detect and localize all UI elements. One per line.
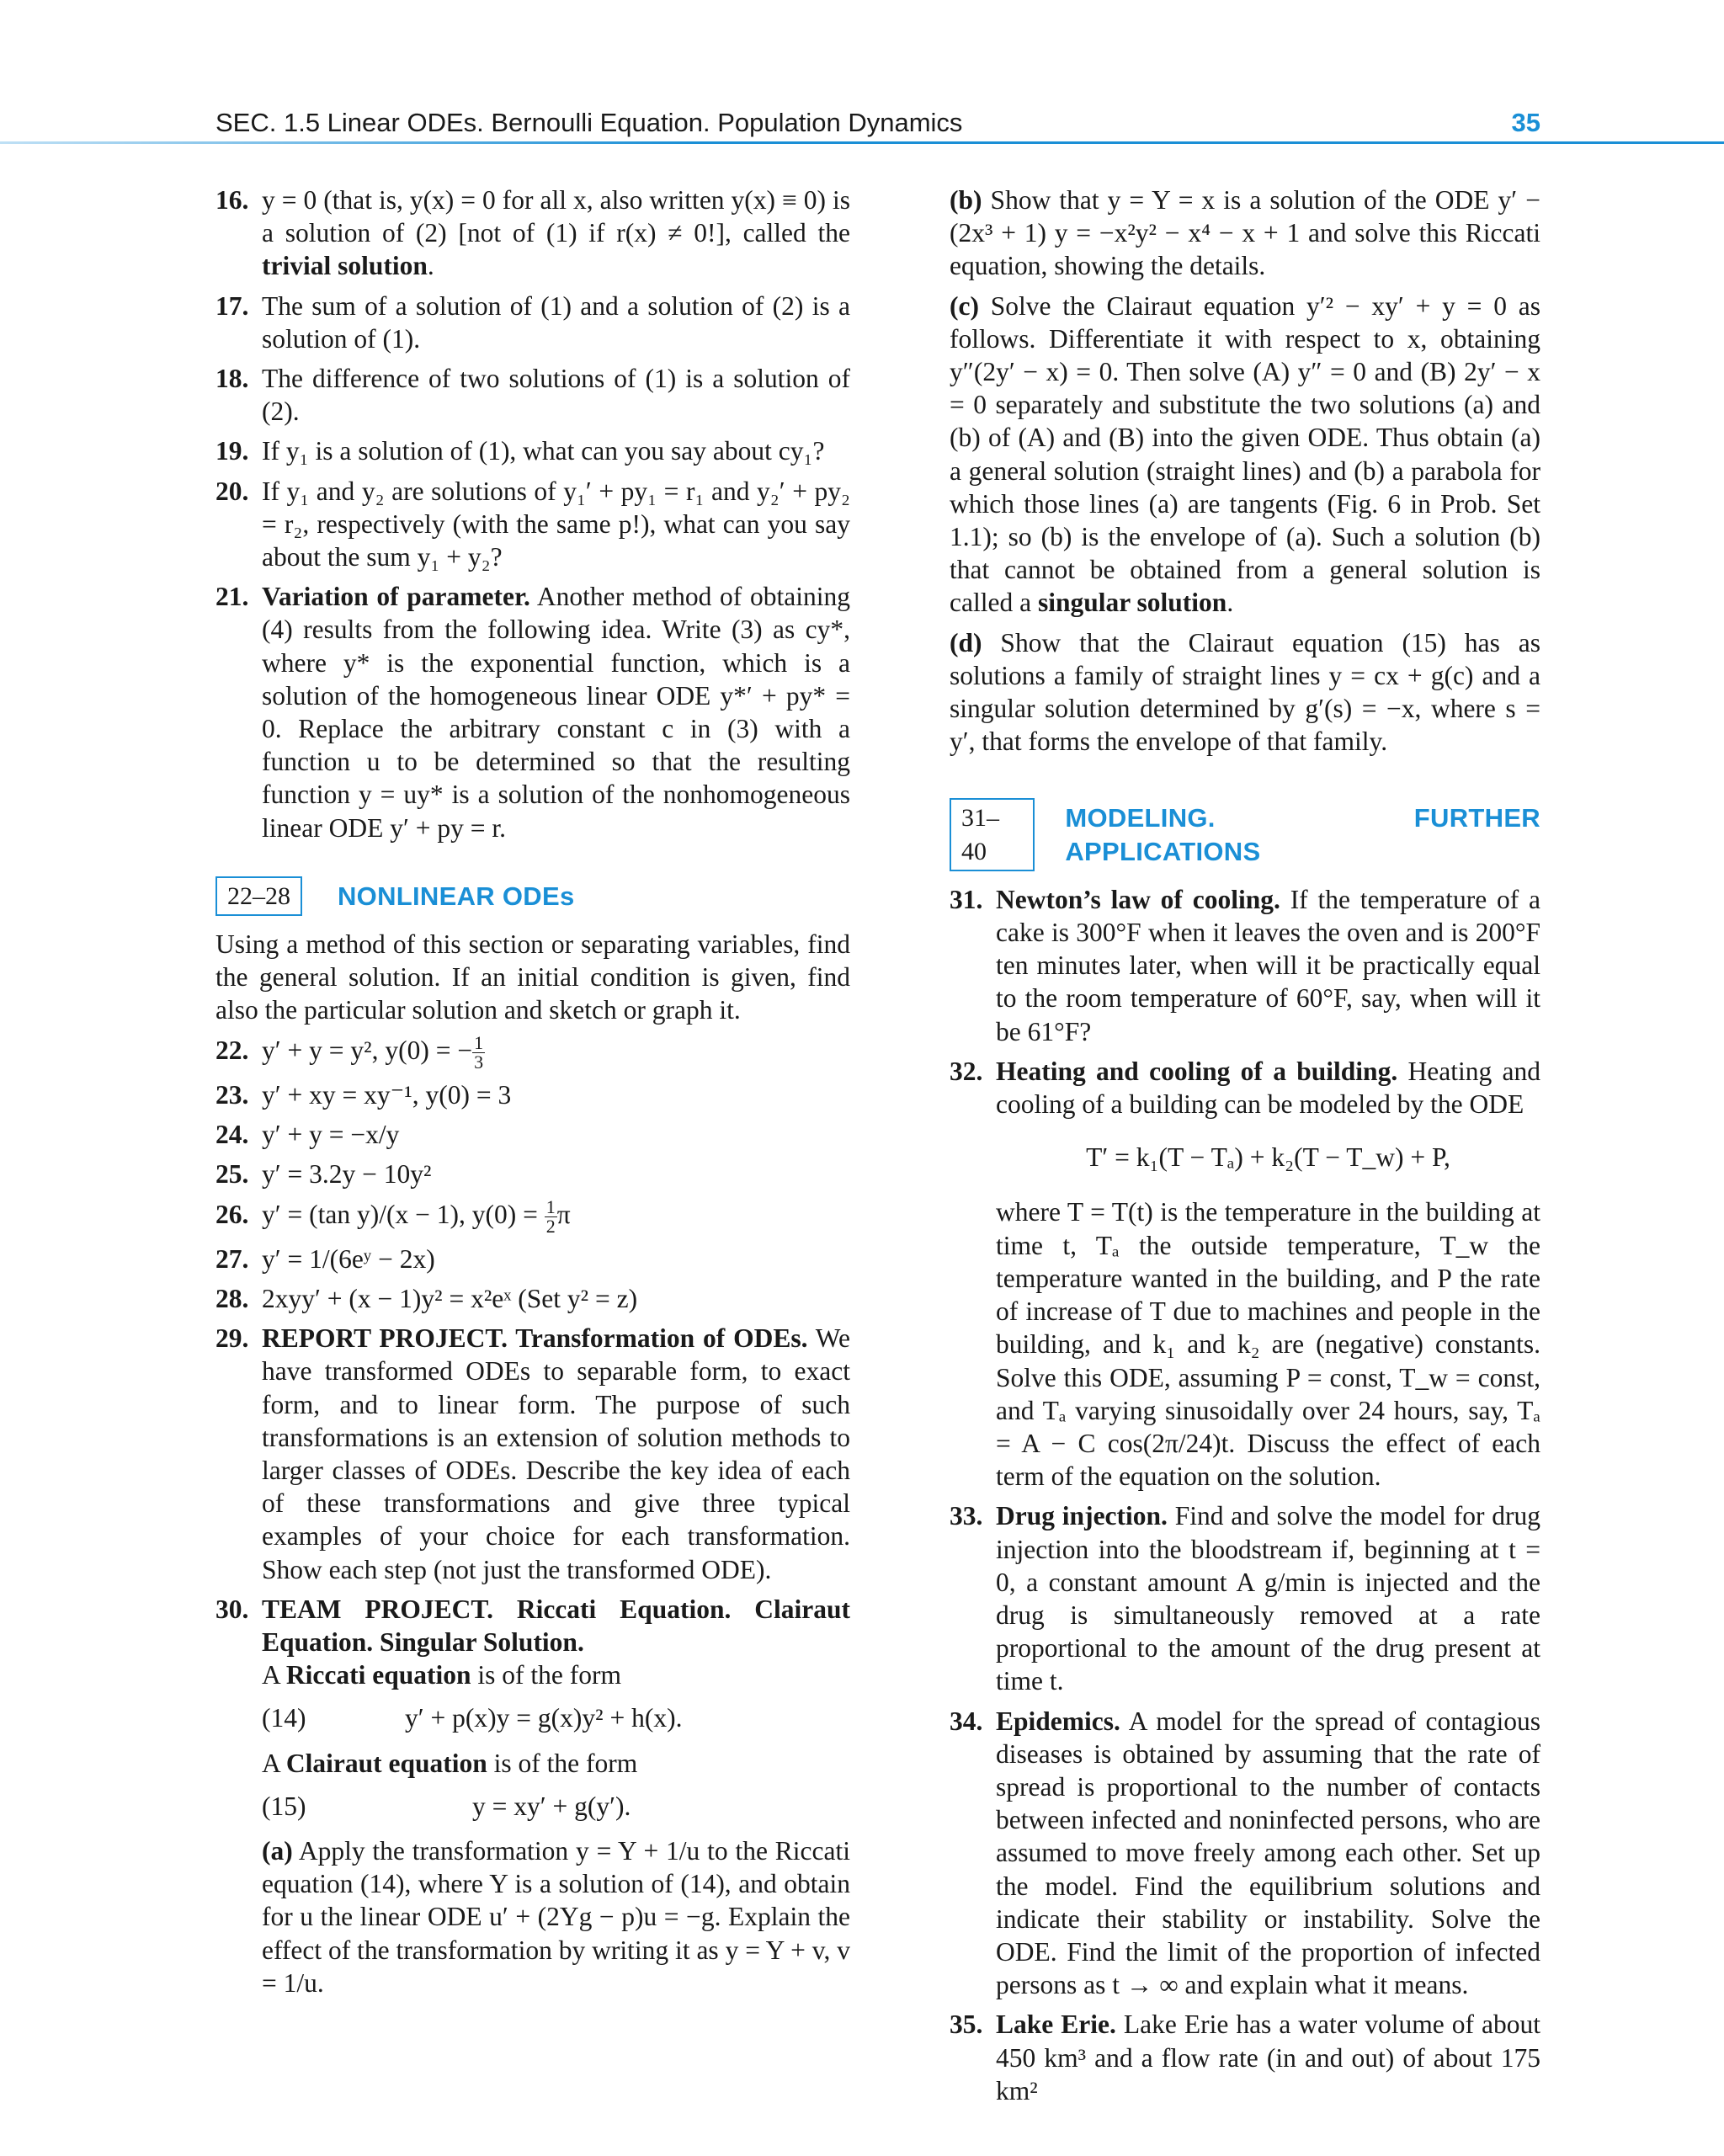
section-range: 22–28 xyxy=(216,876,302,916)
problem-34: 34. Epidemics. A model for the spread of contagious diseases is obtained by assuming that the rate of spread is proportional to the number of contacts between infected and noninfected persons, who are assumed to move freely among each other. Set up the model. Find the equilibrium solutions and indicate their stability or instability. Solve the ODE. Find the limit of the proportion of infected persons as t → ∞ and explain what it means. xyxy=(950,1706,1540,2000)
problem-18: 18. The difference of two solutions of (1) is a solution of (2). xyxy=(216,364,850,427)
equation-15: (15) y = xy′ + g(y′). xyxy=(262,1791,631,1821)
fraction: $\frac{1}{2}$ xyxy=(545,1195,556,1237)
problem-22: 22. y′ + y = y², y(0) = − $\frac{1}{3}$ xyxy=(216,1031,484,1073)
problem-35: 35. Lake Erie. Lake Erie has a water volume of about 450 km³ and a flow rate (in and out) of about 175 km² xyxy=(950,2010,1540,2105)
fraction: $\frac{1}{3}$ xyxy=(474,1031,484,1073)
part-c: (c) Solve the Clairaut equation y′² − xy′ + y = 0 as follows. Differentiate it with respect to x, obtaining y″(2y′ − x) = 0. Then solve (A) y″ = 0 and (B) 2y′ − x = 0 separately and substitute the two solutions (a) and (b) of (A) and (B) into the given ODE. Thus obtain (a) a general solution (straight lines) and (b) a parabola for which those lines (a) are tangents (Fig. 6 in Prob. Set 1.1); so (b) is the envelope of (a). Such a solution (b) that cannot be obtained from a general solution is called a singular solution. xyxy=(950,290,1540,618)
section-range: 31–40 xyxy=(950,798,1035,870)
problem-16: 16. y = 0 (that is, y(x) = 0 for all x, also written y(x) ≡ 0) is a solution of (2) [not of (1) if r(x) ≠ 0!], called the trivial solution. xyxy=(216,185,850,281)
page-header xyxy=(216,104,1540,143)
section-heading-modeling xyxy=(950,798,1540,870)
problem-20: 20. If y₁ and y₂ are solutions of y₁′ + py₁ = r₁ and y₂′ + py₂ = r₂, respectively (with the same p!), what can you say about the sum y₁ + y₂? xyxy=(216,476,850,572)
problem-33: 33. Drug injection. Find and solve the model for drug injection into the bloodstream if, beginning at t = 0, a constant amount A g/min is injected and the drug is simultaneously removed at a rate proportional to the amount of the drug present at time t. xyxy=(950,1501,1541,1696)
problem-25: 25. y′ = 3.2y − 10y² xyxy=(216,1159,432,1190)
building-ode: T′ = k₁(T − Tₐ) + k₂(T − T_w) + P, xyxy=(1086,1142,1450,1173)
part-b: (b) Show that y = Y = x is a solution of the ODE y′ − (2x³ + 1) y = −x²y² − x⁴ − x + 1 and solve this Riccati equation, showing the details. xyxy=(950,185,1540,281)
problem-24: 24. y′ + y = −x/y xyxy=(216,1120,400,1150)
section-header: SEC. 1.5 Linear ODEs. Bernoulli Equation. Population Dynamics xyxy=(216,108,963,137)
part-d: (d) Show that the Clairaut equation (15) has as solutions a family of straight lines y = cx + g(c) and a singular solution determined by g′(s) = −x, where s = y′, that forms the envelope of that family. xyxy=(950,627,1540,757)
problem-27: 27. y′ = 1/(6eʸ − 2x) xyxy=(216,1243,435,1274)
header-rule xyxy=(0,141,1724,144)
equation-14: (14) y′ + p(x)y = g(x)y² + h(x). xyxy=(262,1703,683,1733)
section-title: MODELING. FURTHER APPLICATIONS xyxy=(1065,803,1540,866)
section-intro: Using a method of this section or separating variables, find the general solution. If an initial condition is given, find also the particular solution and sketch or graph it. xyxy=(216,929,850,1025)
section-heading-nonlinear xyxy=(216,876,850,916)
problem-32: 32. Heating and cooling of a building. Heating and cooling of a building can be modeled by the ODE T′ = k₁(T − Tₐ) + k₂(T − T_w) + P, where T = T(t) is the temperature in the building at time t, Tₐ the outside temperature, T_w the temperature wanted in the building, and P the rate of increase of T due to machines and people in the building, and k₁ and k₂ are (negative) constants. Solve this ODE, assuming P = const, T_w = const, and Tₐ varying sinusoidally over 24 hours, say, Tₐ = A − C cos(2π/24)t. Discuss the effect of each term of the equation on the solution. xyxy=(950,1056,1540,1492)
right-column xyxy=(950,184,1540,2114)
problem-29: 29. REPORT PROJECT. Transformation of ODEs. We have transformed ODEs to separable form, to exact form, and to linear form. The purpose of such transformations is an extension of solution methods to larger classes of ODEs. Describe the key idea of each of these transformations and give three typical examples of your choice for each transformation. Show each step (not just the transformed ODE). xyxy=(216,1323,850,1584)
riccati-intro: A Riccati equation is of the form xyxy=(262,1660,621,1690)
problem-28: 28. 2xyy′ + (x − 1)y² = x²eˣ (Set y² = z) xyxy=(216,1284,638,1314)
problem-21: 21. Variation of parameter. Another method of obtaining (4) results from the following idea. Write (3) as cy*, where y* is the exponential function, which is a solution of the homogeneous linear ODE y*′ + py* = 0. Replace the arbitrary constant c in (3) with a function u to be determined so that the resulting function y = uy* is a solution of the nonhomogeneous linear ODE y′ + py = r. xyxy=(216,582,851,843)
page-number: 35 xyxy=(1511,108,1540,137)
left-column xyxy=(216,184,850,2006)
clairaut-intro: A Clairaut equation is of the form xyxy=(262,1748,638,1778)
problem-19: 19. If y₁ is a solution of (1), what can you say about cy₁? xyxy=(216,436,825,466)
part-a: (a) Apply the transformation y = Y + 1/u to the Riccati equation (14), where Y is a solution of (14), and obtain for u the linear ODE u′ + (2Yg − p)u = −g. Explain the effect of the transformation by writing it as y = Y + v, v = 1/u. xyxy=(262,1836,850,1998)
problem-31: 31. Newton’s law of cooling. If the temperature of a cake is 300°F when it leaves the oven and is 200°F ten minutes later, when will it be practically equal to the room temperature of 60°F, say, when will it be 61°F? xyxy=(950,884,1541,1046)
problem-23: 23. y′ + xy = xy⁻¹, y(0) = 3 xyxy=(216,1079,512,1110)
problem-26: 26. y′ = (tan y)/(x − 1), y(0) = $\frac{1}{2}$ π xyxy=(216,1195,571,1237)
problem-17: 17. The sum of a solution of (1) and a solution of (2) is a solution of (1). xyxy=(216,290,850,354)
problem-30: 30. TEAM PROJECT. Riccati Equation. Clairaut Equation. Singular Solution. A Riccati equation is of the form (14) y′ + p(x)y = g(x)y² + h(x). A Clairaut equation is of the form (15) y = xy′ + g(y′). (a) Apply the transformation y = Y + 1/u to the Riccati equation (14), where Y is a solution of (14), and obtain for u the linear ODE u′ + (2Yg − p)u = −g. Explain the effect of the transformation by writing it as y = Y + v, v = 1/u. xyxy=(216,1593,850,1999)
section-title: NONLINEAR ODEs xyxy=(338,881,575,911)
